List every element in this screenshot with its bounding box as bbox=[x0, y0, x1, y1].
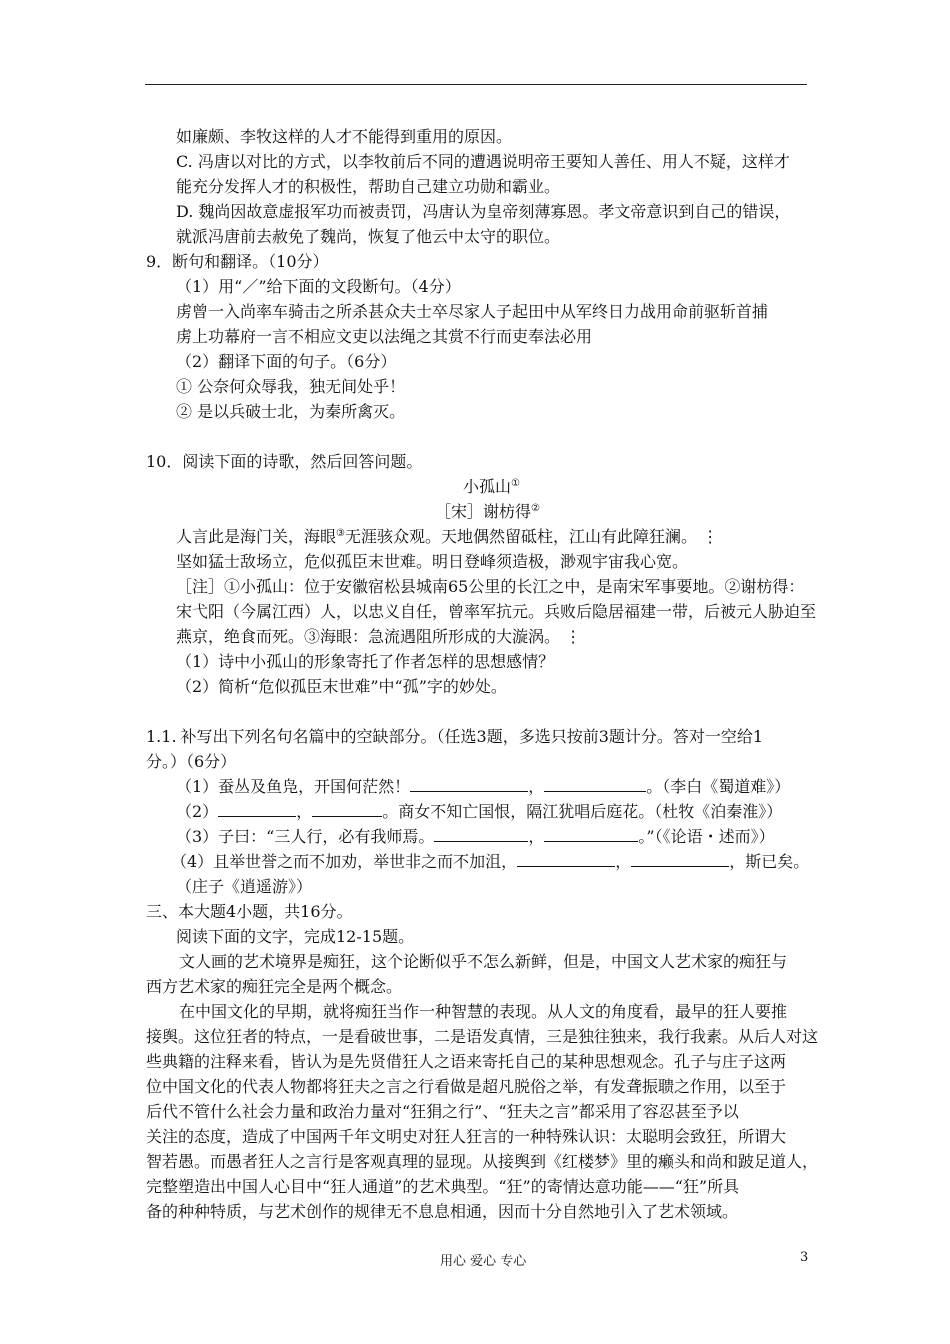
question-10-part-1: （1）诗中小孤山的形象寄托了作者怎样的思想感情？ bbox=[176, 652, 555, 671]
question-10-part-2: （2）简析“危似孤臣末世难”中“孤”字的妙处。 bbox=[176, 677, 507, 696]
poem-author-text: ［宋］谢枋得 bbox=[435, 502, 532, 521]
classical-passage-line: 虏曾一入尚率车骑击之所杀甚众夫士卒尽家人子起田中从军终日力战用命前驱斩首捕 bbox=[176, 302, 769, 321]
question-9-heading: 9．断句和翻译。（10分） bbox=[146, 252, 329, 271]
question-9-part-2: （2）翻译下面的句子。（6分） bbox=[176, 352, 397, 371]
answer-blank[interactable] bbox=[544, 824, 638, 842]
item-text: ， bbox=[528, 777, 545, 796]
question-11-heading bbox=[146, 724, 808, 749]
footnote-mark: ① bbox=[511, 478, 520, 489]
fill-blank-item-4 bbox=[146, 849, 808, 874]
page-footer bbox=[0, 1250, 950, 1270]
item-text: ， bbox=[615, 852, 632, 871]
option-d-line: D. 魏尚因故意虚报军功而被责罚，冯唐认为皇帝刻薄寡恩。孝文帝意识到自己的错误， bbox=[176, 202, 791, 221]
article-line: 备的种种特质，与艺术创作的规律无不息息相通，因而十分自然地引入了艺术领域。 bbox=[146, 1202, 739, 1221]
fill-blank-item-3 bbox=[146, 824, 808, 849]
poem-line bbox=[146, 524, 808, 549]
article-line: 接舆。这位狂者的特点，一是看破世事，二是语发真情，三是独往独来，我行我素。从后人对这 bbox=[146, 1027, 819, 1046]
poem-note-line: 宋弋阳（今属江西）人，以忠义自任，曾率军抗元。兵败后隐居福建一带，后被元人胁迫至 bbox=[176, 602, 817, 621]
translation-sentence-2: ② 是以兵破士北，为秦所禽灭。 bbox=[176, 402, 406, 421]
header-rule bbox=[145, 84, 807, 85]
classical-passage-line: 虏上功幕府一言不相应文吏以法绳之其赏不行而吏奉法必用 bbox=[176, 327, 593, 346]
article-paragraph-2: 在中国文化的早期，就将痴狂当作一种智慧的表现。从人文的角度看，最早的狂人要推 bbox=[179, 1002, 788, 1021]
question-11-text: 补写出下列名句名篇中的空缺部分。（任选3题，多选只按前3题计分。答对一空给1 bbox=[180, 727, 764, 746]
fill-blank-item-1 bbox=[146, 774, 808, 799]
poem-title-text: 小孤山 bbox=[463, 477, 512, 496]
article-line: 完整塑造出中国人心目中“狂人通道”的艺术典型。“狂”的寄情达意功能——“狂”所具 bbox=[146, 1177, 740, 1196]
question-9-part-1: （1）用“／”给下面的文段断句。（4分） bbox=[176, 277, 461, 296]
text-line: 就派冯唐前去赦免了魏尚，恢复了他云中太守的职位。 bbox=[176, 227, 561, 246]
poem-title bbox=[146, 474, 808, 499]
answer-blank[interactable] bbox=[517, 849, 615, 867]
article-line: 位中国文化的代表人物都将狂夫之言之行看做是超凡脱俗之举，有发聋振聩之作用，以至于 bbox=[146, 1077, 787, 1096]
article-line: 后代不管什么社会力量和政治力量对“狂狷之行”、“狂夫之言”都采用了容忍甚至予以 bbox=[146, 1102, 739, 1121]
poem-line: 坚如猛士敌场立，危似孤臣末世难。明日登峰须造极，渺观宇宙我心宽。 bbox=[176, 552, 689, 571]
item-text: （4）且举世誉之而不加劝，举世非之而不加沮， bbox=[171, 852, 518, 871]
article-paragraph-1: 文人画的艺术境界是痴狂，这个论断似乎不怎么新鲜，但是，中国文人艺术家的痴狂与 bbox=[179, 952, 788, 971]
option-c-line: C. 冯唐以对比的方式，以李牧前后不同的遭遇说明帝王要知人善任、用人不疑，这样才 bbox=[176, 152, 790, 171]
answer-blank[interactable] bbox=[631, 849, 729, 867]
answer-blank[interactable] bbox=[312, 799, 382, 817]
answer-blank[interactable] bbox=[410, 774, 528, 792]
item-text: 。（李白《蜀道难》） bbox=[646, 777, 791, 796]
translation-sentence-1: ① 公奈何众辱我，独无间处乎！ bbox=[176, 377, 406, 396]
article-line: 关注的态度，造成了中国两千年文明史对狂人狂言的一种特殊认识：太聪明会致狂，所谓大 bbox=[146, 1127, 787, 1146]
poem-text: 无涯骇众观。天地偶然留砥柱，江山有此障狂澜。 ⋮ bbox=[344, 527, 719, 546]
question-11-heading-cont: 分。）（6分） bbox=[146, 752, 237, 771]
answer-blank[interactable] bbox=[434, 824, 528, 842]
item-text: （2） bbox=[176, 802, 219, 821]
page-body bbox=[146, 124, 819, 1224]
poem-note-line: 燕京，绝食而死。③海眼：急流遇阻所形成的大漩涡。 ⋮ bbox=[176, 627, 582, 646]
item-text: （3）子曰：“三人行，必有我师焉。 bbox=[176, 827, 435, 846]
reading-instruction: 阅读下面的文字，完成12-15题。 bbox=[176, 927, 415, 946]
text-line: 如廉颇、李牧这样的人才不能得到重用的原因。 bbox=[176, 127, 513, 146]
footnote-mark: ② bbox=[531, 503, 540, 514]
page-number: 3 bbox=[800, 1250, 809, 1265]
answer-blank[interactable] bbox=[544, 774, 646, 792]
article-line: 智若愚。而愚者狂人之言行是客观真理的显现。从接舆到《红楼梦》里的癞头和尚和跛足道人， bbox=[146, 1152, 819, 1171]
question-10-heading: 10．阅读下面的诗歌，然后回答问题。 bbox=[146, 452, 423, 471]
fill-blank-item-4-source: （庄子《逍遥游》） bbox=[176, 877, 313, 896]
answer-blank[interactable] bbox=[218, 799, 296, 817]
item-text: （1）蚕丛及鱼凫，开国何茫然！ bbox=[176, 777, 411, 796]
item-text: ， bbox=[528, 827, 545, 846]
footnote-mark: ③ bbox=[336, 528, 345, 539]
item-text: ，斯已矣。 bbox=[729, 852, 810, 871]
poem-text: 人言此是海门关，海眼 bbox=[176, 527, 337, 546]
footer-motto: 用心 爱心 专心 bbox=[440, 1254, 527, 1269]
item-text: 。”（《论语・述而》） bbox=[638, 827, 775, 846]
question-11-number: 1.1. bbox=[146, 727, 177, 746]
section-3-heading: 三、本大题4小题，共16分。 bbox=[146, 902, 353, 921]
poem-author bbox=[146, 499, 808, 524]
poem-note-line: ［注］①小孤山：位于安徽宿松县城南65公里的长江之中，是南宋军事要地。②谢枋得： bbox=[176, 577, 805, 596]
item-text: ， bbox=[296, 802, 313, 821]
fill-blank-item-2 bbox=[146, 799, 808, 824]
item-text: 。商女不知亡国恨，隔江犹唱后庭花。（杜牧《泊秦淮》） bbox=[382, 802, 783, 821]
text-line: 能充分发挥人才的积极性，帮助自己建立功勋和霸业。 bbox=[176, 177, 561, 196]
article-paragraph-1-cont: 西方艺术家的痴狂完全是两个概念。 bbox=[146, 977, 403, 996]
article-line: 些典籍的注释来看，皆认为是先贤借狂人之语来寄托自己的某种思想观念。孔子与庄子这两 bbox=[146, 1052, 787, 1071]
